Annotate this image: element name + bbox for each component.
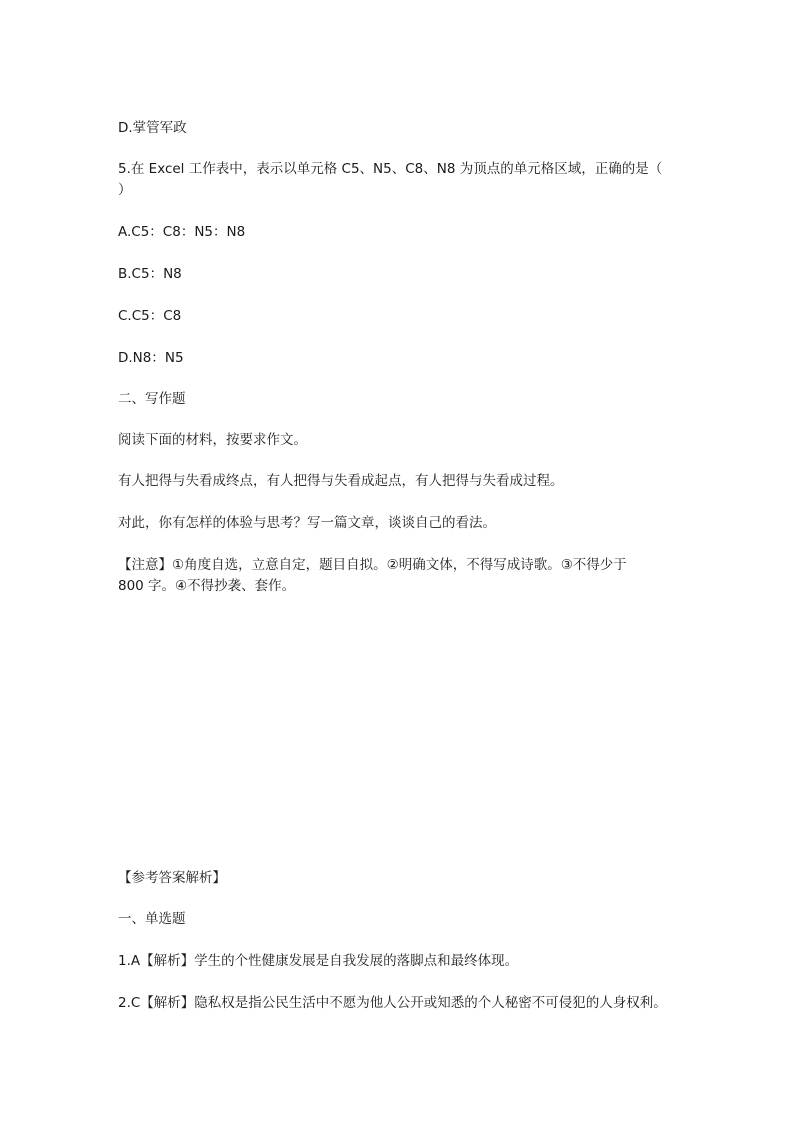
writing-material: 有人把得与失看成终点，有人把得与失看成起点，有人把得与失看成过程。 [118,473,564,489]
answer-item-1: 1.A【解析】学生的个性健康发展是自我发展的落脚点和最终体现。 [118,953,519,969]
option-d-previous-question: D.掌管军政 [118,120,187,136]
writing-instruction: 阅读下面的材料，按要求作文。 [118,432,307,448]
writing-note-line-2: 800 字。④不得抄袭、套作。 [118,578,296,594]
question-5-option-b: B.C5：N8 [118,266,182,282]
answer-item-2: 2.C【解析】隐私权是指公民生活中不愿为他人公开或知悉的个人秘密不可侵犯的人身权利。 [118,995,667,1011]
question-5-option-c: C.C5：C8 [118,308,182,324]
question-5-option-a: A.C5：C8：N5：N8 [118,224,246,240]
answers-section-title: 一、单选题 [118,911,186,927]
writing-prompt: 对此，你有怎样的体验与思考？写一篇文章，谈谈自己的看法。 [118,515,496,531]
writing-note-line-1: 【注意】①角度自选，立意自定，题目自拟。②明确文体，不得写成诗歌。③不得少于 [118,557,627,573]
question-5-stem-end: ） [118,182,132,198]
writing-section-heading: 二、写作题 [118,391,186,407]
question-5-option-d: D.N8：N5 [118,350,184,366]
answers-heading: 【参考答案解析】 [118,870,226,886]
question-5-stem: 5.在 Excel 工作表中，表示以单元格 C5、N5、C8、N8 为顶点的单元格区域，正确的是（ [118,161,663,177]
